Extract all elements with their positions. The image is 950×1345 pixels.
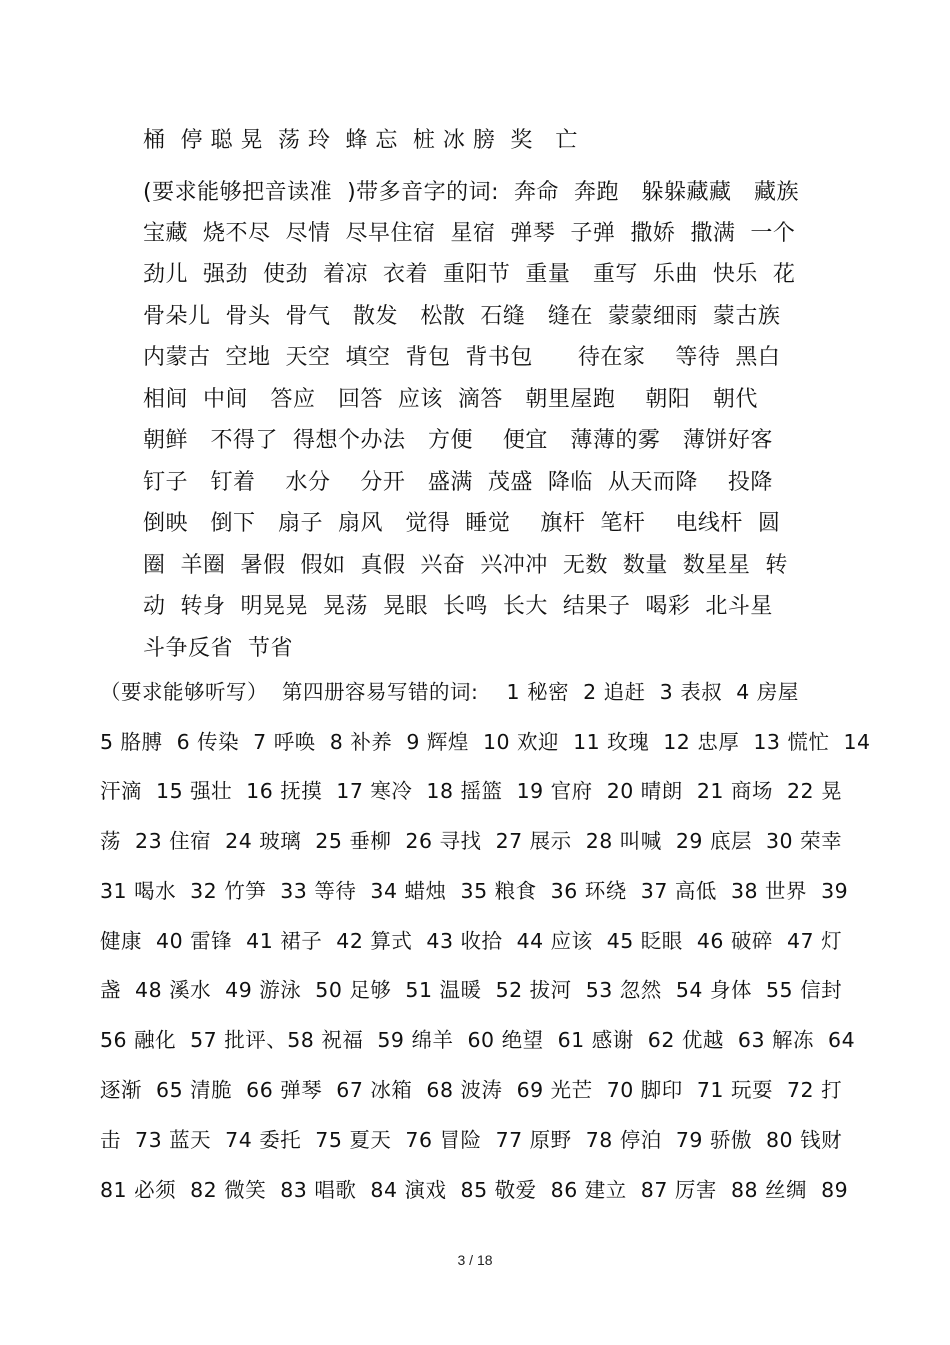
page-number: 3 / 18 (457, 1252, 493, 1268)
spelling-words-line: 荡 23 住宿 24 玻璃 25 垂柳 26 寻找 27 展示 28 叫喊 29 底层 30 荣幸 (100, 829, 843, 853)
polyphonic-words-line: (要求能够把音读准 )带多音字的词: 奔命 奔跑 躲躲藏藏 藏族 (143, 180, 799, 205)
spelling-words-line: 5 胳膊 6 传染 7 呼唤 8 补养 9 辉煌 10 欢迎 11 玫瑰 12 忠厚 13 慌忙 14 (100, 730, 871, 754)
polyphonic-words-line: 宝藏 烧不尽 尽情 尽早住宿 星宿 弹琴 子弹 撒娇 撒满 一个 (143, 221, 796, 246)
polyphonic-words-line: 圈 羊圈 暑假 假如 真假 兴奋 兴冲冲 无数 数量 数星星 转 (143, 553, 788, 578)
spelling-words-line: 逐渐 65 清脆 66 弹琴 67 冰箱 68 波涛 69 光芒 70 脚印 71 玩耍 72 打 (100, 1078, 843, 1102)
spelling-words-line: 81 必须 82 微笑 83 唱歌 84 演戏 85 敬爱 86 建立 87 厉害 88 丝绸 89 (100, 1178, 849, 1202)
spelling-words-line: （要求能够听写） 第四册容易写错的词: 1 秘密 2 追赶 3 表叔 4 房屋 (100, 680, 799, 704)
spelling-words-line: 盏 48 溪水 49 游泳 50 足够 51 温暖 52 拔河 53 忽然 54 身体 55 信封 (100, 978, 843, 1002)
polyphonic-words-line: 朝鲜 不得了 得想个办法 方便 便宜 薄薄的雾 薄饼好客 (143, 428, 773, 453)
polyphonic-words-line: 倒映 倒下 扇子 扇风 觉得 睡觉 旗杆 笔杆 电线杆 圆 (143, 511, 781, 536)
polyphonic-words-line: 斗争反省 节省 (143, 636, 293, 661)
spelling-words-line: 汗滴 15 强壮 16 抚摸 17 寒冷 18 摇篮 19 官府 20 晴朗 21 商场 22 晃 (100, 779, 843, 803)
spelling-words-line: 健康 40 雷锋 41 裙子 42 算式 43 收拾 44 应该 45 眨眼 46 破碎 47 灯 (100, 929, 843, 953)
spelling-words-line: 击 73 蓝天 74 委托 75 夏天 76 冒险 77 原野 78 停泊 79 骄傲 80 钱财 (100, 1128, 843, 1152)
spelling-words-line: 56 融化 57 批评、58 祝福 59 绵羊 60 绝望 61 感谢 62 优越 63 解冻 64 (100, 1028, 856, 1052)
polyphonic-words-line: 骨朵儿 骨头 骨气 散发 松散 石缝 缝在 蒙蒙细雨 蒙古族 (143, 304, 781, 329)
polyphonic-words-line: 劲儿 强劲 使劲 着凉 衣着 重阳节 重量 重写 乐曲 快乐 花 (143, 262, 796, 287)
polyphonic-words-line: 内蒙古 空地 天空 填空 背包 背书包 待在家 等待 黑白 (143, 345, 781, 370)
polyphonic-words-line: 动 转身 明晃晃 晃荡 晃眼 长鸣 长大 结果子 喝彩 北斗星 (143, 594, 773, 619)
character-list-line: 桶 停 聪 晃 荡 玲 蜂 忘 桩 冰 膀 奖 亡 (143, 128, 578, 153)
polyphonic-words-line: 相间 中间 答应 回答 应该 滴答 朝里屋跑 朝阳 朝代 (143, 387, 758, 412)
polyphonic-words-line: 钉子 钉着 水分 分开 盛满 茂盛 降临 从天而降 投降 (143, 470, 773, 495)
spelling-words-line: 31 喝水 32 竹笋 33 等待 34 蜡烛 35 粮食 36 环绕 37 高低 38 世界 39 (100, 879, 849, 903)
